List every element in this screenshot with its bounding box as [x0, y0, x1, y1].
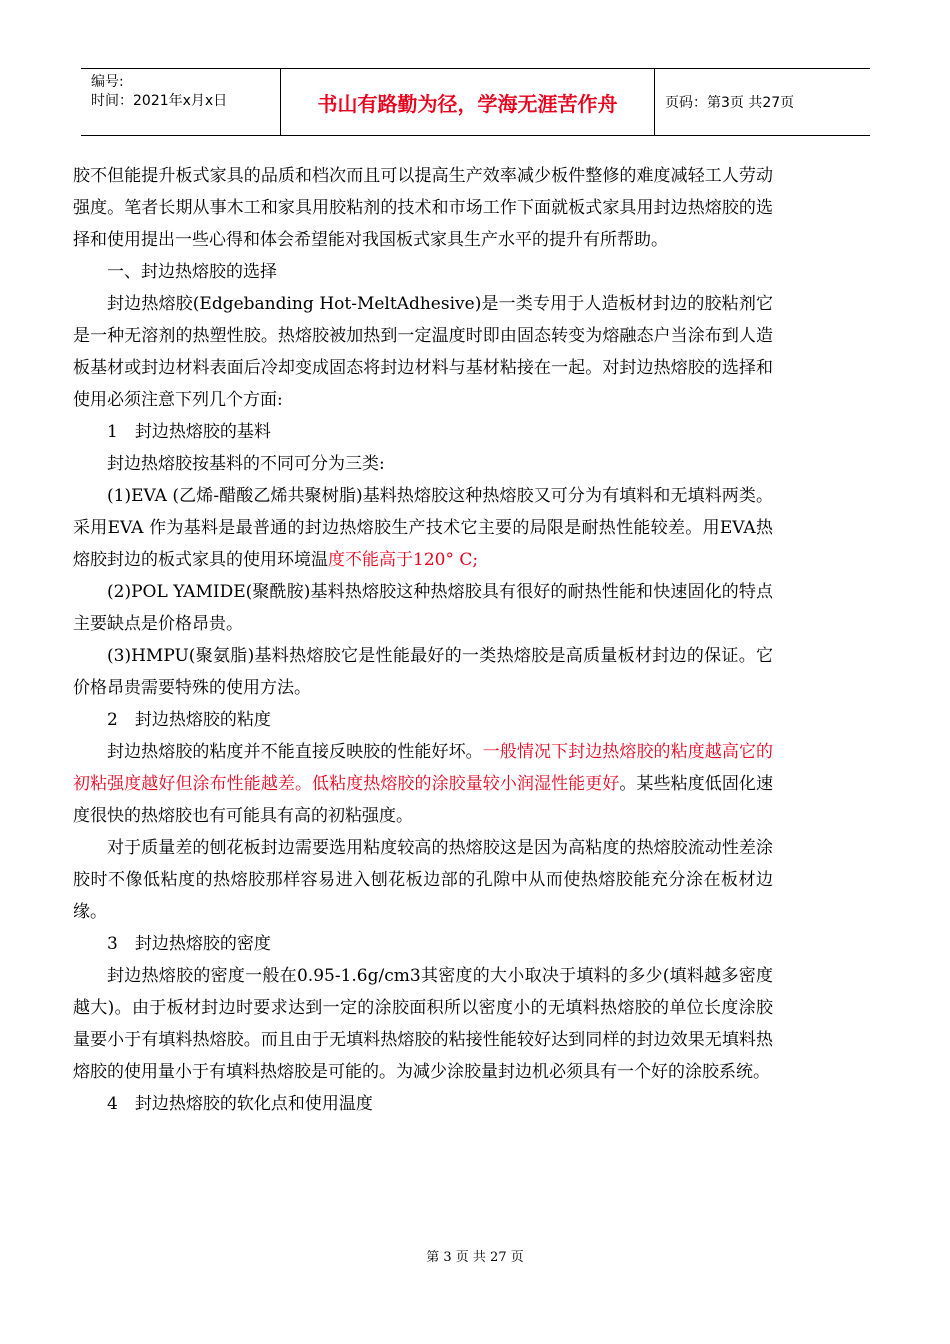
- header-page-info: 页码：第3页 共27页: [665, 95, 795, 111]
- paragraph: 对于质量差的刨花板封边需要选用粘度较高的热熔胶这是因为高粘度的热熔胶流动性差涂胶时不像低粘度的热熔胶那样容易进入刨花板边部的孔隙中从而使热熔胶能充分涂在板材边缘。: [73, 838, 773, 922]
- header-table: [81, 68, 870, 136]
- paragraph: 封边热熔胶(Edgebanding Hot-MeltAdhesive)是一类专用于人造板材封边的胶粘剂它是一种无溶剂的热塑性胶。热熔胶被加热到一定温度时即由固态转变为熔融态户当涂布到人造板基材或封边材料表面后冷却变成固态将封边材料与基材粘接在一起。对封边热熔胶的选择和使用必须注意下列几个方面:: [73, 294, 773, 410]
- paragraph-text: 封边热熔胶的粘度并不能直接反映胶的性能好坏。: [107, 742, 483, 762]
- paragraph: (2)POL YAMIDE(聚酰胺)基料热熔胶这种热熔胶具有很好的耐热性能和快速固化的特点主要缺点是价格昂贵。: [73, 582, 773, 634]
- highlighted-text: 一般情况下封边热熔胶的粘度越高它的初粘强度越好但涂布性能越差。低粘度热熔胶的涂胶量较小润湿性能更好: [73, 742, 774, 794]
- header-page-cell: [655, 69, 870, 135]
- subsection-heading: 1 封边热熔胶的基料: [107, 422, 271, 442]
- header-motto: 书山有路勤为径，学海无涯苦作舟: [317, 91, 618, 116]
- paragraph: [73, 736, 773, 832]
- paragraph: 封边热熔胶的密度一般在0.95-1.6g/cm3其密度的大小取决于填料的多少(填料越多密度越大)。由于板材封边时要求达到一定的涂胶面积所以密度小的无填料热熔胶的单位长度涂胶量要小于有填料热熔胶。而且由于无填料热熔胶的粘接性能较好达到同样的封边效果无填料热熔胶的使用量小于有填料热熔胶是可能的。为减少涂胶量封边机必须具有一个好的涂胶系统。: [73, 966, 773, 1082]
- paragraph: 封边热熔胶按基料的不同可分为三类:: [107, 454, 385, 474]
- document-number-label: 编号:: [91, 74, 124, 90]
- subsection-heading: 2 封边热熔胶的粘度: [107, 710, 271, 730]
- header-meta-cell: [81, 69, 280, 135]
- paragraph: 胶不但能提升板式家具的品质和档次而且可以提高生产效率减少板件整修的难度减轻工人劳动强度。笔者长期从事木工和家具用胶粘剂的技术和市场工作下面就板式家具用封边热熔胶的选择和使用提出一些心得和体会希望能对我国板式家具生产水平的提升有所帮助。: [73, 166, 773, 250]
- subsection-heading: 3 封边热熔胶的密度: [107, 934, 271, 954]
- subsection-heading: 4 封边热熔胶的软化点和使用温度: [107, 1094, 373, 1114]
- highlighted-text: 度不能高于120° C;: [328, 550, 479, 570]
- page-footer: [0, 1246, 950, 1265]
- paragraph-text: (1)EVA (乙烯-醋酸乙烯共聚树脂)基料热熔胶这种热熔胶又可分为有填料和无填料两类。采用EVA 作为基料是最普通的封边热熔胶生产技术它主要的局限是耐热性能较差。用EVA热熔胶封边的板式家具的使用环境温: [73, 486, 773, 570]
- paragraph-text: 。某些粘度低固化速度很快的热熔胶也有可能具有高的初粘强度。: [73, 774, 774, 826]
- section-heading: 一、封边热熔胶的选择: [107, 262, 277, 282]
- footer-page-number: 第 3 页 共 27 页: [426, 1250, 524, 1265]
- document-date: 时间：2021年x月x日: [91, 93, 228, 109]
- document-body: [73, 160, 773, 1120]
- paragraph: [73, 480, 773, 576]
- header-motto-cell: [280, 69, 655, 135]
- paragraph: (3)HMPU(聚氨脂)基料热熔胶它是性能最好的一类热熔胶是高质量板材封边的保证。它价格昂贵需要特殊的使用方法。: [73, 646, 773, 698]
